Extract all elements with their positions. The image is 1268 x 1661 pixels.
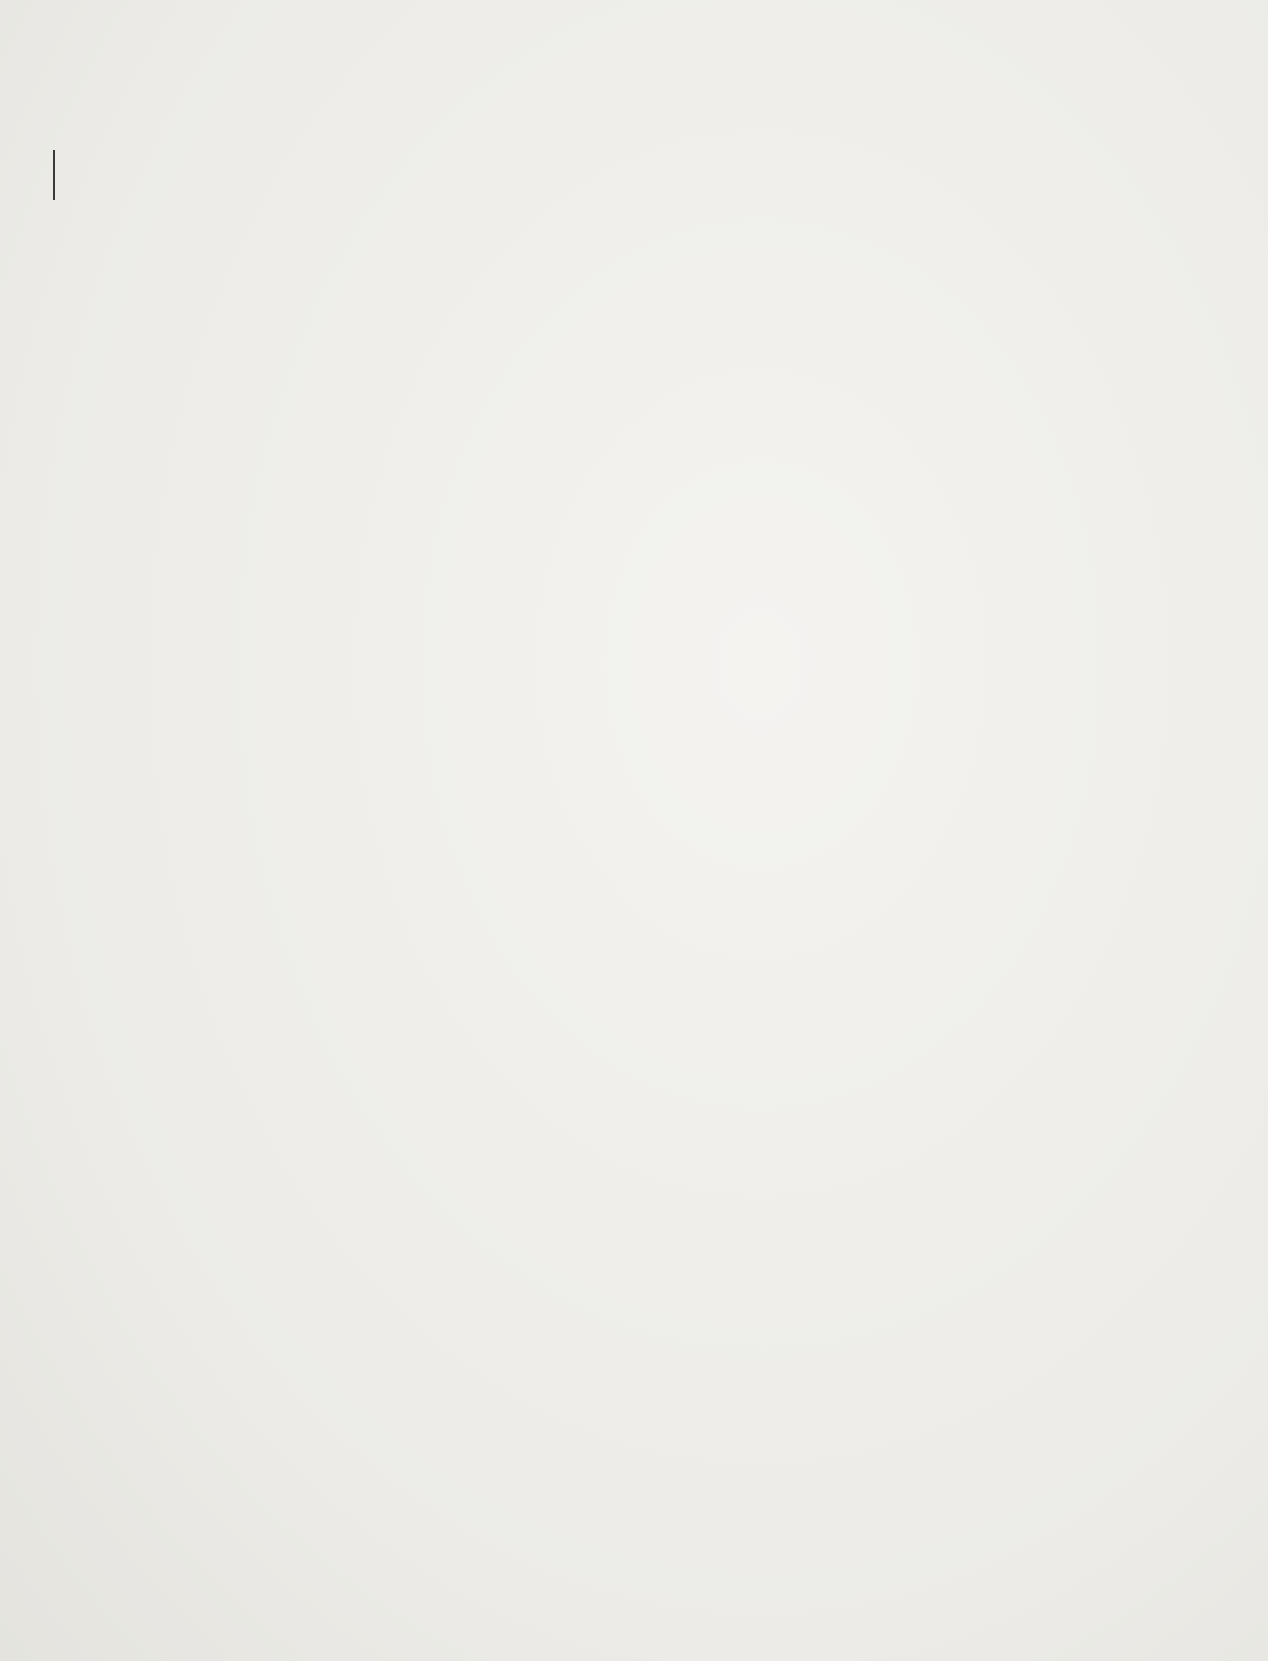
margin-mark [53,150,55,200]
